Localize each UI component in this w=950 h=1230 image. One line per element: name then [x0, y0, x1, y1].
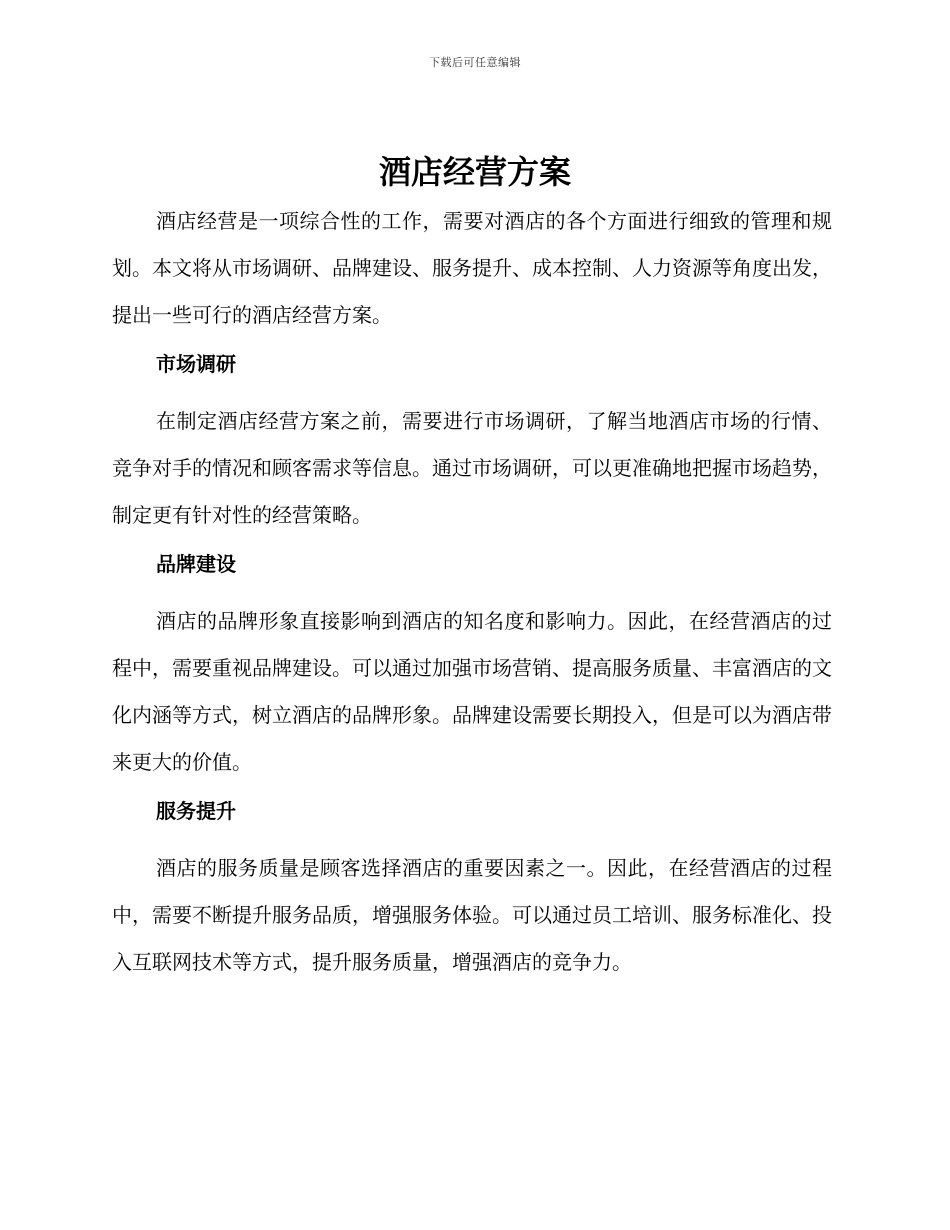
section-heading-service-improvement: 服务提升 [156, 799, 236, 823]
document-body [112, 198, 832, 986]
section-heading-market-research: 市场调研 [156, 352, 236, 376]
document-title: 酒店经营方案 [378, 153, 571, 191]
intro-paragraph: 酒店经营是一项综合性的工作，需要对酒店的各个方面进行细致的管理和规划。本文将从市场调研、品牌建设、服务提升、成本控制、人力资源等角度出发，提出一些可行的酒店经营方案。 [112, 209, 832, 327]
section-body-service-improvement: 酒店的服务质量是顾客选择酒店的重要因素之一。因此，在经营酒店的过程中，需要不断提升服务品质，增强服务体验。可以通过员工培训、服务标准化、投入互联网技术等方式，提升服务质量，增强酒店的竞争力。 [112, 856, 832, 974]
section-heading-brand-building: 品牌建设 [156, 552, 236, 576]
section-body-market-research: 在制定酒店经营方案之前，需要进行市场调研，了解当地酒店市场的行情、竞争对手的情况和顾客需求等信息。通过市场调研，可以更准确地把握市场趋势，制定更有针对性的经营策略。 [112, 409, 832, 527]
header-note: 下载后可任意编辑 [429, 56, 521, 69]
section-body-brand-building: 酒店的品牌形象直接影响到酒店的知名度和影响力。因此，在经营酒店的过程中，需要重视品牌建设。可以通过加强市场营销、提高服务质量、丰富酒店的文化内涵等方式，树立酒店的品牌形象。品牌建设需要长期投入，但是可以为酒店带来更大的价值。 [112, 609, 832, 774]
